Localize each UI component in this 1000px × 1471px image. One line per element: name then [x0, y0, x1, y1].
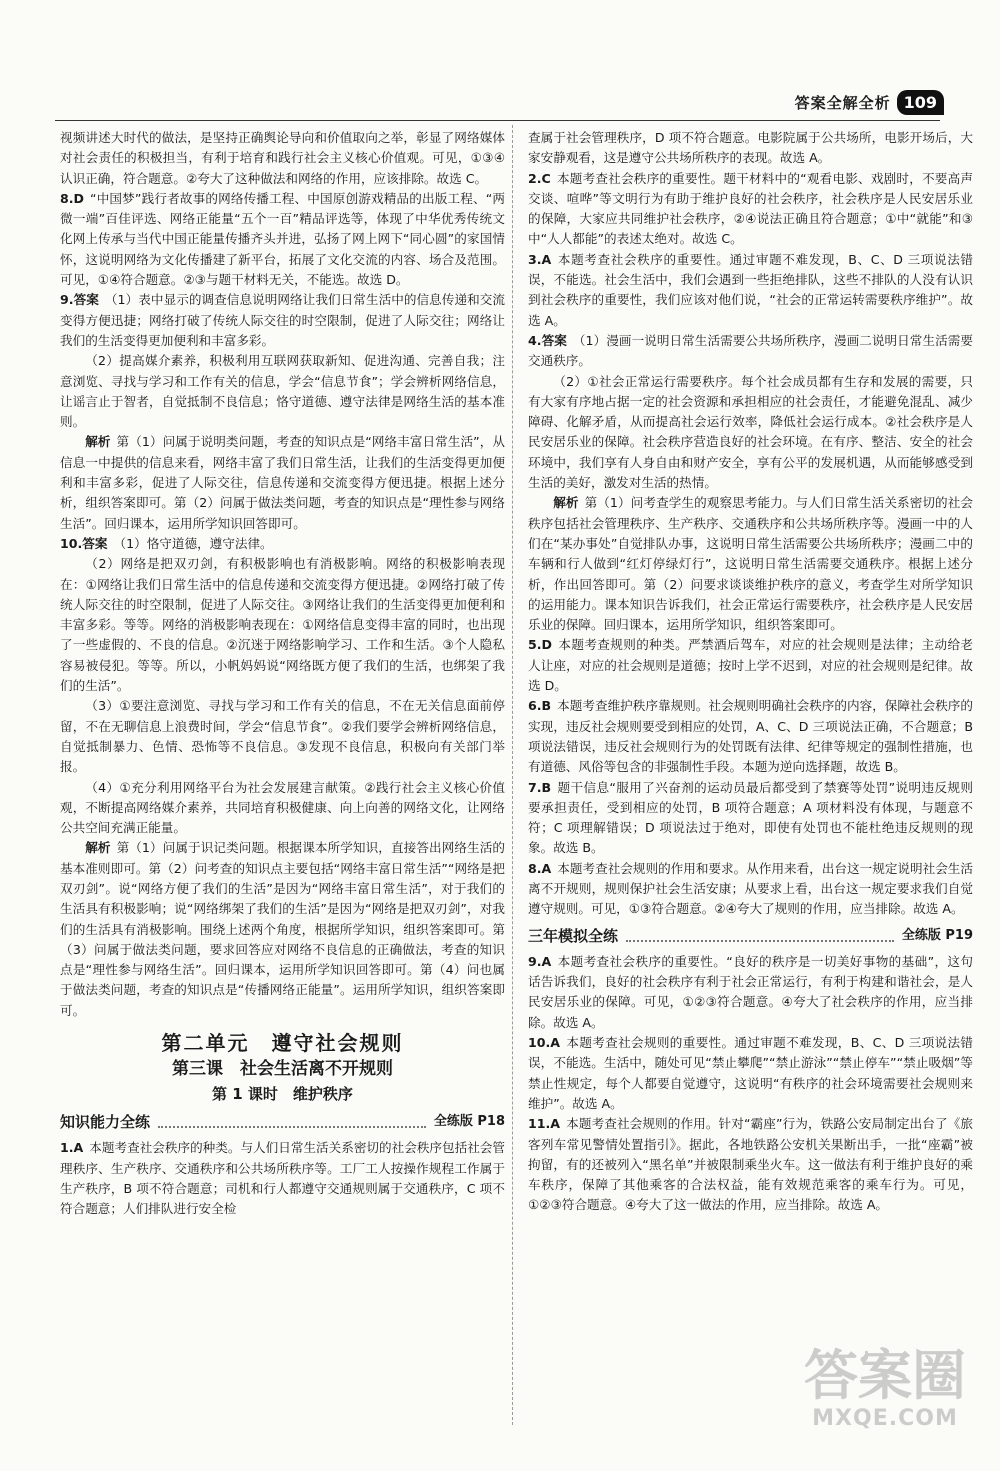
answer-paragraph: [528, 372, 973, 494]
question-number: 10.答案: [60, 535, 108, 551]
analysis-tag: 解析: [553, 495, 579, 511]
period-title: 第 1 课时 维护秩序: [212, 1084, 353, 1103]
right-column: [528, 128, 973, 1216]
question-number: 9.A: [528, 953, 552, 969]
answer-text: 本题考查社会规则的作用和要求。从作用来看，出台这一规定说明社会生活离不开规则，规则保护社会生活安康；从要求上看，出台这一规定要求我们自觉遵守规则。可见，①③符合题意。②④夸大了规则的作用，应当排除。故选 A。: [528, 860, 973, 917]
question-number: 6.B: [528, 698, 552, 714]
watermark-text: 答案圈: [804, 1344, 966, 1407]
answer-paragraph: [528, 778, 973, 859]
question-number: 9.答案: [60, 292, 99, 308]
answer-text: 本题考查社会秩序的重要性。通过审题不难发现，B、C、D 三项说法错误，不能选。社会生活中，我们会遇到一些拒绝排队，这些不排队的人没有认识到社会秩序的重要性，我们应该对他们说，“社会的正常运转需要秩序维护”。故选 A。: [528, 251, 973, 328]
answer-text: 本题考查社会秩序的重要性。“良好的秩序是一切美好事物的基础”，这句话告诉我们，良好的社会秩序有利于社会正常运行，有利于构建和谐社会，是人民安居乐业的保障。可见，①②③符合题意。④夸大了社会秩序的作用，应当排除。故选 A。: [528, 953, 973, 1030]
answer-paragraph: [528, 635, 973, 696]
page-header: [795, 90, 944, 115]
answer-paragraph: [528, 1033, 973, 1114]
answer-text: 第（1）问属于说明类问题，考查的知识点是“网络丰富日常生活”，从信息一中提供的信息来看，网络丰富了我们日常生活，让我们的生活变得更加便利和丰富多彩，促进了人际交往，信息传递和交流变得方便迅捷。根据上述分析，组织答案即可。第（2）问属于做法类问题，考查的知识点是“理性参与网络生活”。回归课本，运用所学知识回答即可。: [60, 434, 506, 531]
analysis-tag: 解析: [85, 840, 111, 856]
answer-text: 本题考查社会秩序的种类。与人们日常生活关系密切的社会秩序包括社会管理秩序、生产秩序、交通秩序和公共场所秩序等。工厂工人按操作规程工作属于生产秩序，B 项不符合题意；司机和行人都遵守交通规则属于交通秩序，C 项不符合题意；人们排队进行安全检: [60, 1140, 505, 1217]
header-rule: [55, 120, 940, 121]
question-number: 8.A: [528, 860, 552, 876]
answer-text: 第（1）问考查学生的观察思考能力。与人们日常生活关系密切的社会秩序包括社会管理秩序、生产秩序、交通秩序和公共场所秩序等。漫画一中的人们在“某办事处”自觉排队办事，这说明日常生活需要公共场所秩序；漫画二中的车辆和行人做到“红灯停绿灯行”，这说明日常生活需要交通秩序。根据上述分析，作出回答即可。第（2）问要求谈谈维护秩序的意义，考查学生对所学知识的运用能力。课本知识告诉我们，社会正常运行需要秩序，社会秩序是人民安居乐业的保障。回归课本，运用所学知识，组织答案即可。: [528, 495, 974, 633]
question-number: 7.B: [528, 779, 552, 795]
question-number: 5.D: [528, 637, 553, 653]
answer-paragraph: [60, 290, 505, 351]
section-dots: [158, 1116, 426, 1128]
answer-text: （2）提高媒介素养，积极利用互联网获取新知、促进沟通、完善自我；注意浏览、寻找与学习和工作有关的信息，学会“信息节食”；学会辨析网络信息，让谣言止于智者，自觉抵制不良信息；恪守道德、遵守法律是网络生活的基本准则。: [60, 353, 505, 430]
answer-paragraph: [528, 952, 973, 1033]
section-version: 全练版 P19: [901, 927, 973, 943]
answer-paragraph: [60, 128, 505, 189]
page-number: 109: [897, 90, 944, 115]
column-divider: [512, 125, 513, 1425]
section-version: 全练版 P18: [433, 1113, 505, 1129]
answer-paragraph: [60, 534, 505, 554]
header-title: 答案全解全析: [794, 94, 891, 112]
answer-paragraph: [528, 331, 973, 372]
answer-paragraph: [528, 493, 973, 635]
section-name: 三年模拟全练: [528, 926, 619, 945]
answer-paragraph: [60, 189, 505, 290]
answer-paragraph: [60, 778, 505, 839]
answer-paragraph: [528, 169, 973, 250]
answer-text: （2）网络是把双刃剑，有积极影响也有消极影响。网络的积极影响表现在：①网络让我们日常生活中的信息传递和交流变得方便迅捷。②网络打破了传统人际交往的时空限制，促进了人际交往。③网络让我们的生活变得更加便利和丰富多彩。等等。网络的消极影响表现在：①网络信息变得丰富的同时，也出现了一些虚假的、不良的信息。②沉迷于网络影响学习、工作和生活。③个人隐私容易被侵犯。等等。所以，小帆妈妈说“网络既方便了我们的生活，也绑架了我们的生活”。: [60, 556, 505, 694]
section-dots: [626, 930, 894, 942]
answer-text: （4）①充分利用网络平台为社会发展建言献策。②践行社会主义核心价值观，不断提高网络媒介素养，共同培育积极健康、向上向善的网络文化，让网络公共空间充满正能量。: [60, 779, 505, 836]
answer-text: （3）①要注意浏览、寻找与学习和工作有关的信息，不在无关信息面前停留，不在无聊信息上浪费时间，学会“信息节食”。②我们要学会辨析网络信息，自觉抵制暴力、色情、恐怖等不良信息。③发现不良信息，积极向有关部门举报。: [60, 698, 505, 775]
watermark-url: MXQE.COM: [812, 1406, 958, 1431]
answer-text: 第（1）问属于识记类问题。根据课本所学知识，直接答出网络生活的基本准则即可。第（2）问考查的知识点主要包括“网络丰富日常生活”“网络是把双刃剑”。说“网络方便了我们的生活”是因为“网络丰富日常生活”，对于我们的生活具有积极影响；说“网络绑架了我们的生活”是因为“网络是把双刃剑”，对我们的生活具有消极影响。围绕上述两个角度，根据所学知识，组织答案即可。第（3）问属于做法类问题，要求回答应对网络不良信息的正确做法，考查的知识点是“理性参与网络生活”。回归课本，运用所学知识回答即可。第（4）问也属于做法类问题，考查的知识点是“传播网络正能量”。运用所学知识，组织答案即可。: [60, 840, 506, 1018]
answer-paragraph: [528, 128, 973, 169]
section-name: 知识能力全练: [60, 1112, 151, 1131]
answer-paragraph: [528, 1114, 973, 1215]
answer-text: （1）恪守道德，遵守法律。: [113, 535, 273, 551]
left-column: [60, 128, 505, 1219]
question-number: 2.C: [528, 170, 551, 186]
answer-text: 本题考查社会规则的重要性。通过审题不难发现，B、C、D 三项说法错误，不能选。生活中，随处可见“禁止攀爬”“禁止游泳”“禁止停车”“禁止吸烟”等禁止性规定，每个人都要自觉遵守，这说明“有秩序的社会环境需要社会规则来维护”。故选 A。: [528, 1035, 973, 1111]
answer-paragraph: [528, 696, 973, 777]
answer-text: 查属于社会管理秩序，D 项不符合题意。电影院属于公共场所，电影开场后，大家安静观看，这是遵守公共场所秩序的表现。故选 A。: [528, 130, 973, 166]
answer-paragraph: [60, 838, 505, 1021]
question-number: 4.答案: [528, 332, 567, 348]
question-number: 3.A: [528, 251, 552, 267]
lesson-title: 第三课 社会生活离不开规则: [172, 1059, 393, 1080]
section-header-knowledge: [60, 1112, 505, 1132]
answer-text: 本题考查社会秩序的重要性。题干材料中的“观看电影、戏剧时，不要高声交谈、喧哗”等文明行为有助于维护良好的社会秩序，社会秩序是人民安居乐业的保障，大家应共同维护社会秩序，②④说法正确且符合题意；①中“就能”和③中“人人都能”的表述太绝对。故选 C。: [528, 170, 973, 247]
answer-paragraph: [60, 554, 505, 696]
watermark-logo: [800, 1346, 970, 1431]
question-number: 10.A: [528, 1035, 561, 1051]
answer-text: 视频讲述大时代的做法，是坚持正确舆论导向和价值取向之举，彰显了网络媒体对社会责任的积极担当，有利于培育和践行社会主义核心价值观。可见，①③④认识正确，符合题意。②夸大了这种做法和网络的作用，应该排除。故选 C。: [60, 130, 505, 186]
answer-paragraph: [60, 1138, 505, 1219]
question-number: 11.A: [528, 1116, 561, 1132]
answer-paragraph: [60, 351, 505, 432]
answer-text: 本题考查维护秩序靠规则。社会规则明确社会秩序的内容，保障社会秩序的实现，违反社会规则要受到相应的处罚，A、C、D 三项说法正确，不合题意；B 项说法错误，违反社会规则行为的处罚既有法律、纪律等规定的强制性措施，也有道德、风俗等包含的非强制性手段。本题为逆向选择题，故选 B。: [528, 698, 973, 775]
analysis-tag: 解析: [85, 434, 111, 450]
answer-text: （2）①社会正常运行需要秩序。每个社会成员都有生存和发展的需要，只有大家有序地占据一定的社会资源和承担相应的社会责任，才能避免混乱、减少障碍、化解矛盾，从而提高社会运行效率，降低社会运行成本。②社会秩序是人民安居乐业的保障。社会秩序营造良好的社会环境。在有序、整洁、安全的社会环境中，我们享有人身自由和财产安全，享有公平的发展机遇，从而能够感受到生活的美好，激发对生活的热情。: [528, 373, 973, 491]
answer-paragraph: [60, 696, 505, 777]
section-header-three-year: [528, 926, 973, 946]
answer-text: （1）漫画一说明日常生活需要公共场所秩序，漫画二说明日常生活需要交通秩序。: [528, 332, 973, 369]
question-number: 1.A: [60, 1140, 84, 1156]
answer-text: 本题考查规则的种类。严禁酒后驾车，对应的社会规则是法律；主动给老人让座，对应的社会规则是道德；按时上学不迟到，对应的社会规则是纪律。故选 D。: [528, 637, 973, 694]
answer-text: （1）表中显示的调查信息说明网络让我们日常生活中的信息传递和交流变得方便迅捷；网络打破了传统人际交往的时空限制，促进了人际交往；网络让我们的生活变得更加便利和丰富多彩。: [60, 292, 505, 348]
answer-paragraph: [60, 432, 505, 533]
unit-title: 第二单元 遵守社会规则: [161, 1031, 404, 1056]
question-number: 8.D: [60, 190, 85, 206]
answer-paragraph: [528, 859, 973, 920]
answer-paragraph: [528, 250, 973, 331]
answer-text: 题干信息“服用了兴奋剂的运动员最后都受到了禁赛等处罚”说明违反规则要承担责任，受到相应的处罚，B 项符合题意；A 项材料没有体现，与题意不符；C 项理解错误；D 项说法过于绝对，即使有处罚也不能杜绝违反规则的现象。故选 B。: [528, 779, 973, 856]
answer-text: 本题考查社会规则的作用。针对“霸座”行为，铁路公安局制定出台了《旅客列车常见警情处置指引》。据此，各地铁路公安机关果断出手，一批“座霸”被拘留，有的还被列入“黑名单”并被限制乘坐火车。这一做法有利于维护良好的乘车秩序，保障了其他乘客的合法权益，能有效规范乘客的乘车行为。可见，①②③符合题意。④夸大了这一做法的作用，应当排除。故选 A。: [528, 1116, 973, 1213]
answer-text: “中国梦”践行者故事的网络传播工程、中国原创游戏精品的出版工程、“两微一端”百佳评选、网络正能量“五个一百”精品评选等，体现了中华优秀传统文化网上传承与当代中国正能量传播齐头并进，弘扬了网上网下“同心圆”的家国情怀，这说明网络为文化传播建了新平台，拓展了文化交流的内容、场合及范围。可见，①④符合题意。②③与题干材料无关，不能选。故选 D。: [60, 190, 505, 288]
